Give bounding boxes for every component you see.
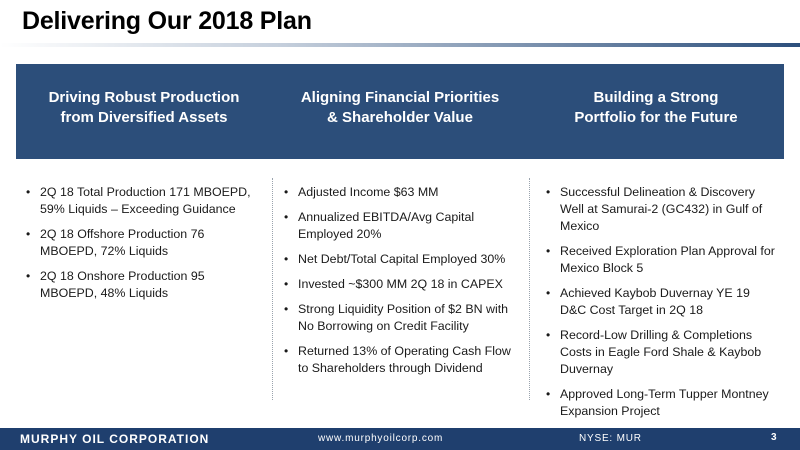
portfolio-bullet-list <box>546 184 776 420</box>
bullet-item: • Achieved Kaybob Duvernay YE 19 D&C Cost Target in 2Q 18 <box>546 285 776 319</box>
bullet-item: • Strong Liquidity Position of $2 BN with No Borrowing on Credit Facility <box>284 301 518 335</box>
bullet-item: • Returned 13% of Operating Cash Flow to Shareholders through Dividend <box>284 343 518 377</box>
footer-stock-ticker: NYSE: MUR <box>579 433 642 444</box>
column-divider <box>272 178 273 400</box>
bullet-columns <box>16 178 784 418</box>
bullet-item: • Approved Long-Term Tupper Montney Expansion Project <box>546 386 776 420</box>
title-underline-rule <box>0 43 800 47</box>
column-header-production-line1: Driving Robust Production <box>48 88 240 106</box>
footer-company-name: MURPHY OIL CORPORATION <box>20 432 210 446</box>
production-column <box>16 178 272 400</box>
column-header-band <box>16 64 784 159</box>
bullet-item: • Received Exploration Plan Approval for Mexico Block 5 <box>546 243 776 277</box>
column-header-portfolio-line2: Portfolio for the Future <box>574 108 738 126</box>
bullet-item: • Adjusted Income $63 MM <box>284 184 518 201</box>
slide-title: Delivering Our 2018 Plan <box>22 7 312 35</box>
page-number: 3 <box>771 432 777 443</box>
financial-bullet-list <box>284 184 518 377</box>
column-header-financial-line2: & Shareholder Value <box>327 108 473 126</box>
bullet-item: • Net Debt/Total Capital Employed 30% <box>284 251 518 268</box>
column-header-financial <box>272 64 528 159</box>
footer-bar <box>0 428 800 450</box>
financial-column <box>272 178 528 400</box>
footer-website-link[interactable]: www.murphyoilcorp.com <box>318 433 444 444</box>
portfolio-column <box>528 178 784 418</box>
bullet-item: • 2Q 18 Offshore Production 76 MBOEPD, 72% Liquids <box>26 226 262 260</box>
column-header-portfolio-line1: Building a Strong <box>593 88 719 106</box>
column-header-production <box>16 64 272 159</box>
bullet-item: • 2Q 18 Total Production 171 MBOEPD, 59% Liquids – Exceeding Guidance <box>26 184 262 218</box>
bullet-item: • 2Q 18 Onshore Production 95 MBOEPD, 48% Liquids <box>26 268 262 302</box>
production-bullet-list <box>26 184 262 302</box>
bullet-item: • Successful Delineation & Discovery Well at Samurai-2 (GC432) in Gulf of Mexico <box>546 184 776 235</box>
column-header-financial-line1: Aligning Financial Priorities <box>300 88 500 106</box>
bullet-item: • Record-Low Drilling & Completions Costs in Eagle Ford Shale & Kaybob Duvernay <box>546 327 776 378</box>
column-header-production-line2: from Diversified Assets <box>60 108 228 126</box>
column-header-portfolio <box>528 64 784 159</box>
column-divider <box>529 178 530 400</box>
bullet-item: • Invested ~$300 MM 2Q 18 in CAPEX <box>284 276 518 293</box>
bullet-item: • Annualized EBITDA/Avg Capital Employed 20% <box>284 209 518 243</box>
